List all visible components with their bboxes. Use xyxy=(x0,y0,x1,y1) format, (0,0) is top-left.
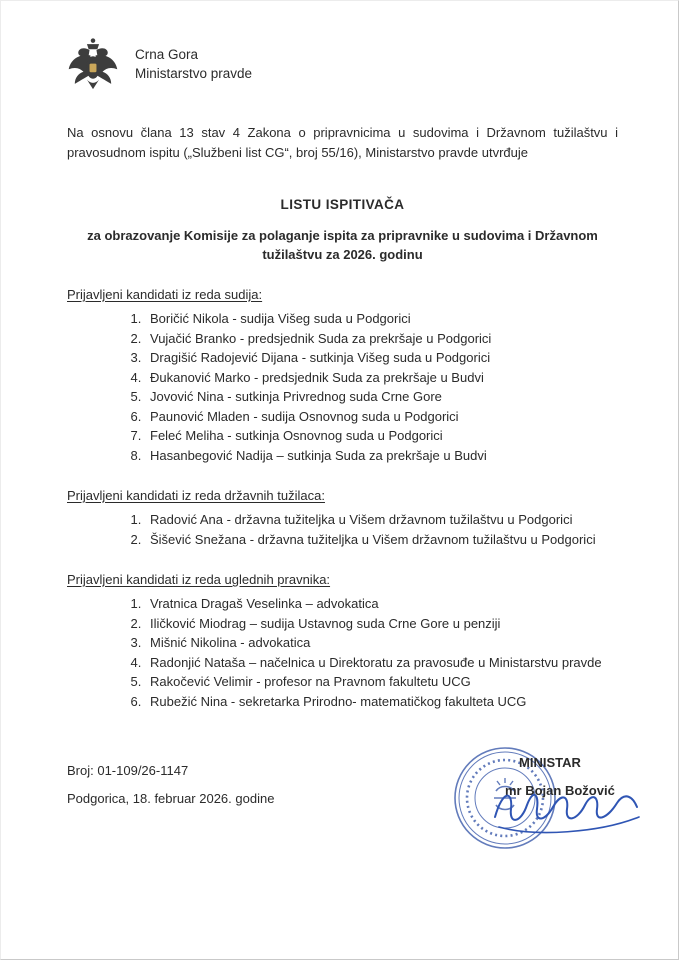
reference-number: Broj: 01-109/26-1147 xyxy=(67,763,189,778)
candidate-list-item: 2. Vujačić Branko - predsjednik Suda za prekršaje u Podgorici xyxy=(145,329,618,349)
candidate-list-item: 5. Jovović Nina - sutkinja Privrednog suda Crne Gore xyxy=(145,387,618,407)
candidate-list-item: 1. Boričić Nikola - sudija Višeg suda u Podgorici xyxy=(145,309,618,329)
candidate-sections xyxy=(67,287,618,711)
candidate-section xyxy=(67,488,618,549)
letterhead-country: Crna Gora xyxy=(135,47,199,62)
candidate-list-item: 1. Vratnica Dragaš Veselinka – advokatica xyxy=(145,594,618,614)
letterhead xyxy=(67,35,618,93)
candidate-list-item: 7. Feleć Meliha - sutkinja Osnovnog suda u Podgorici xyxy=(145,426,618,446)
letterhead-ministry: Ministarstvo pravde xyxy=(135,66,253,81)
document-footer xyxy=(67,753,618,913)
candidate-list-item: 4. Radonjić Nataša – načelnica u Direktoratu za pravosuđe u Ministarstvu pravde xyxy=(145,653,618,673)
document-title: LISTU ISPITIVAČA xyxy=(280,197,405,212)
candidate-list-item: 5. Rakočević Velimir - profesor na Pravnom fakultetu UCG xyxy=(145,672,618,692)
intro-paragraph: Na osnovu člana 13 stav 4 Zakona o pripravnicima u sudovima i Državnom tužilaštvu i pravosudnom ispitu („Službeni list CG“, broj 55/16), Ministarstvo pravde utvrđuje xyxy=(67,125,618,160)
candidate-list-item: 4. Đukanović Marko - predsjednik Suda za prekršaje u Budvi xyxy=(145,368,618,388)
candidate-list-item: 3. Mišnić Nikolina - advokatica xyxy=(145,633,618,653)
document-subtitle: za obrazovanje Komisije za polaganje ispita za pripravnike u sudovima i Državnom tužilaštvu za 2026. godinu xyxy=(87,228,598,262)
section-heading: Prijavljeni kandidati iz reda uglednih pravnika: xyxy=(67,572,331,587)
candidate-list xyxy=(67,510,618,549)
section-heading: Prijavljeni kandidati iz reda državnih tužilaca: xyxy=(67,488,325,503)
minister-signature-icon xyxy=(487,779,647,839)
place-and-date: Podgorica, 18. februar 2026. godine xyxy=(67,791,275,806)
candidate-list-item: 6. Rubežić Nina - sekretarka Prirodno- matematičkog fakulteta UCG xyxy=(145,692,618,712)
candidate-section xyxy=(67,287,618,465)
coat-of-arms-icon xyxy=(67,35,119,93)
minister-title: MINISTAR xyxy=(519,755,581,770)
candidate-list-item: 2. Šišević Snežana - državna tužiteljka u Višem državnom tužilaštvu u Podgorici xyxy=(145,530,618,550)
candidate-list-item: 3. Dragišić Radojević Dijana - sutkinja Višeg suda u Podgorici xyxy=(145,348,618,368)
candidate-list-item: 1. Radović Ana - državna tužiteljka u Višem državnom tužilaštvu u Podgorici xyxy=(145,510,618,530)
candidate-list-item: 8. Hasanbegović Nadija – sutkinja Suda za prekršaje u Budvi xyxy=(145,446,618,466)
candidate-list-item: 2. Iličković Miodrag – sudija Ustavnog suda Crne Gore u penziji xyxy=(145,614,618,634)
minister-name: mr Bojan Božović xyxy=(505,783,615,798)
candidate-list xyxy=(67,309,618,465)
candidate-section xyxy=(67,572,618,711)
candidate-list xyxy=(67,594,618,711)
section-heading: Prijavljeni kandidati iz reda sudija: xyxy=(67,287,263,302)
letterhead-text xyxy=(135,45,252,83)
candidate-list-item: 6. Paunović Mladen - sudija Osnovnog suda u Podgorici xyxy=(145,407,618,427)
